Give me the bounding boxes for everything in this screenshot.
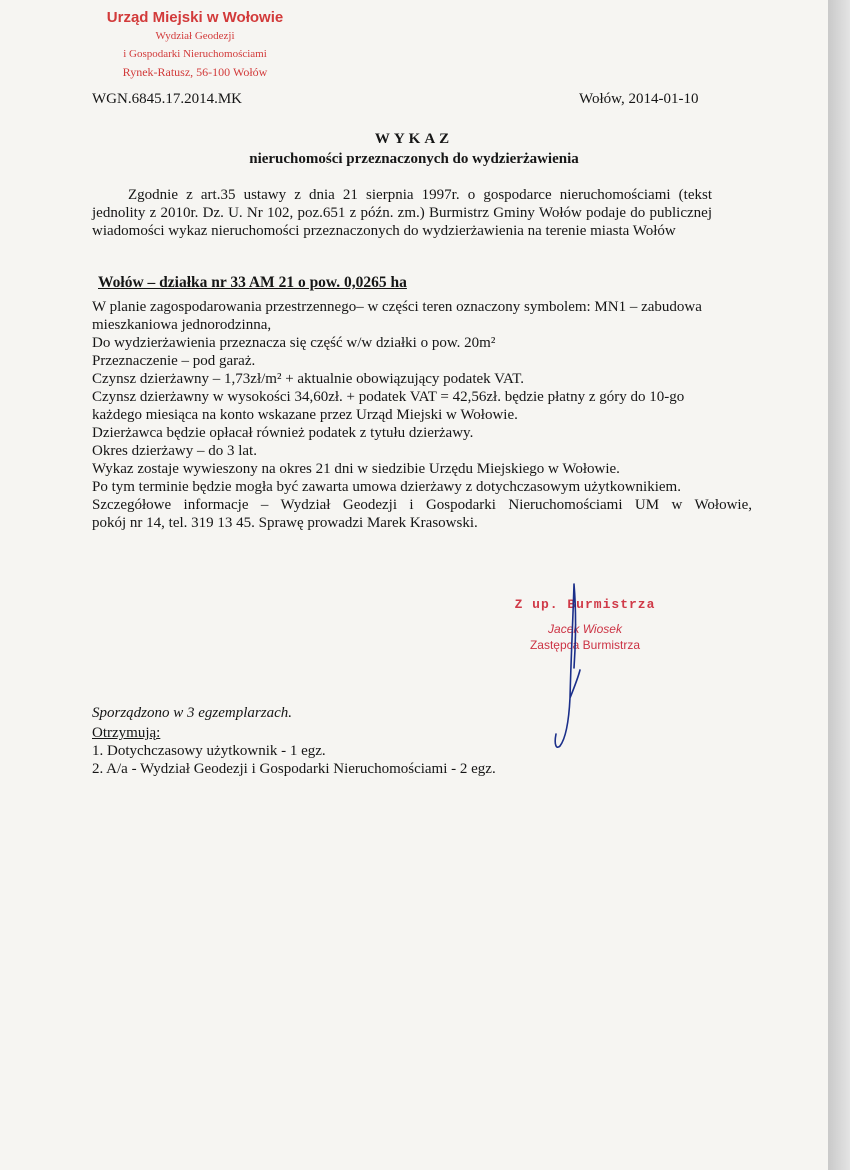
property-line: pokój nr 14, tel. 319 13 45. Sprawę prowadzi Marek Krasowski.	[92, 515, 478, 531]
property-line: Czynsz dzierżawny – 1,73zł/m² + aktualnie obowiązujący podatek VAT.	[92, 371, 525, 387]
property-line: każdego miesiąca na konto wskazane przez Urząd Miejski w Wołowie.	[92, 407, 518, 423]
property-line: Czynsz dzierżawny w wysokości 34,60zł. + podatek VAT = 42,56zł. będzie płatny z góry do 10-go	[92, 389, 685, 405]
property-heading: Wołów – działka nr 33 AM 21 o pow. 0,0265 ha	[98, 274, 407, 291]
recipient-item: 1. Dotychczasowy użytkownik - 1 egz.	[92, 743, 326, 759]
scan-edge	[828, 0, 850, 1170]
property-line: Dzierżawca będzie opłacał również podatek z tytułu dzierżawy.	[92, 425, 474, 441]
stamp-department-line-1: Wydział Geodezji	[155, 30, 235, 42]
copies-note: Sporządzono w 3 egzemplarzach.	[92, 705, 293, 721]
signatory-title: Zastępca Burmistrza	[529, 638, 641, 652]
property-line: Do wydzierżawienia przeznacza się część w/w działki o pow. 20m²	[92, 335, 496, 351]
property-line: W planie zagospodarowania przestrzennego– w części teren oznaczony symbolem: MN1 – zabudowa	[92, 299, 702, 315]
recipients-label: Otrzymują:	[92, 725, 161, 741]
property-line: Przeznaczenie – pod garaż.	[92, 353, 256, 369]
stamp-department-line-2: i Gospodarki Nieruchomościami	[123, 48, 267, 60]
handwritten-signature	[540, 578, 600, 758]
intro-paragraph: Zgodnie z art.35 ustawy z dnia 21 sierpnia 1997r. o gospodarce nieruchomościami (tekst jednolity z 2010r. Dz. U. Nr 102, poz.651 z późn. zm.) Burmistrz Gminy Wołów podaje do publicznej wiadomości wykaz nieruchomości przeznaczonych do wydzierżawienia na terenie miasta Wołów	[92, 187, 712, 239]
stamp-office-name: Urząd Miejski w Wołowie	[106, 9, 284, 26]
signatory-name: Jacek Wiosek	[548, 622, 622, 636]
office-stamp	[80, 8, 310, 81]
property-line: Po tym terminie będzie mogła być zawarta umowa dzierżawy z dotychczasowym użytkownikiem.	[92, 479, 681, 495]
property-line: Okres dzierżawy – do 3 lat.	[92, 443, 257, 459]
document-title: WYKAZ	[374, 131, 454, 147]
reference-number: WGN.6845.17.2014.MK	[92, 91, 242, 107]
property-line: mieszkaniowa jednorodzinna,	[92, 317, 272, 333]
property-line: Szczegółowe informacje – Wydział Geodezji i Gospodarki Nieruchomościami UM w Wołowie,	[92, 497, 752, 513]
signature-authority: Z up. Burmistrza	[514, 597, 656, 612]
document-subtitle: nieruchomości przeznaczonych do wydzierżawienia	[249, 151, 579, 167]
document-date: Wołów, 2014-01-10	[579, 91, 699, 107]
stamp-address: Rynek-Ratusz, 56-100 Wołów	[122, 65, 268, 79]
property-line: Wykaz zostaje wywieszony na okres 21 dni w siedzibie Urzędu Miejskiego w Wołowie.	[92, 461, 620, 477]
recipient-item: 2. A/a - Wydział Geodezji i Gospodarki Nieruchomościami - 2 egz.	[92, 761, 496, 777]
